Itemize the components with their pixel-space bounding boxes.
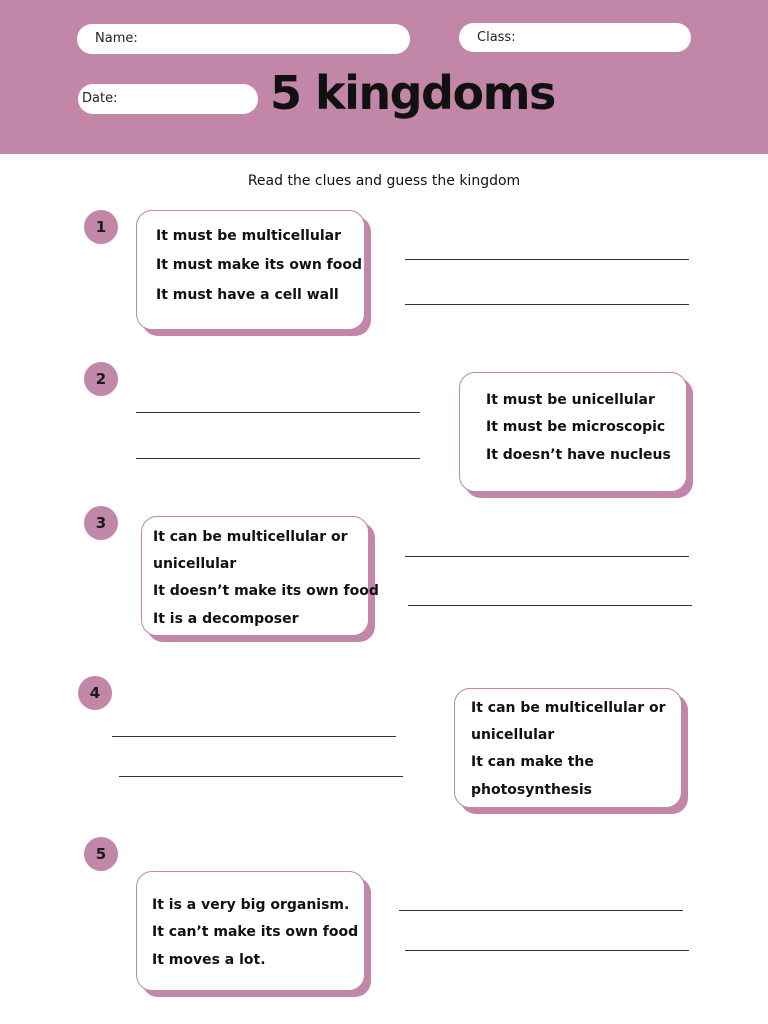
clue-3-4: It is a decomposer	[153, 611, 299, 627]
clue-2-2: It must be microscopic	[486, 419, 666, 435]
clue-5-2: It can’t make its own food	[152, 924, 359, 940]
clue-card-4	[454, 688, 682, 808]
answer-line-3b[interactable]	[408, 605, 692, 606]
clue-4-4: photosynthesis	[471, 782, 592, 798]
clue-2-1: It must be unicellular	[486, 392, 655, 408]
clue-3-2: unicellular	[153, 556, 237, 572]
clue-card-5	[136, 871, 365, 991]
answer-line-1a[interactable]	[405, 259, 689, 260]
clue-5-1: It is a very big organism.	[152, 897, 350, 913]
question-number-5: 5	[84, 837, 118, 871]
header-band	[0, 0, 768, 154]
answer-line-2b[interactable]	[136, 458, 420, 459]
answer-line-2a[interactable]	[136, 412, 420, 413]
question-number-3: 3	[84, 506, 118, 540]
instructions-text: Read the clues and guess the kingdom	[247, 173, 521, 189]
question-number-4: 4	[78, 676, 112, 710]
question-number-1: 1	[84, 210, 118, 244]
date-field[interactable]	[78, 84, 258, 114]
date-label: Date:	[82, 91, 118, 106]
clue-5-3: It moves a lot.	[152, 952, 266, 968]
clue-4-1: It can be multicellular or	[471, 700, 666, 716]
name-field[interactable]	[77, 24, 410, 54]
clue-3-1: It can be multicellular or	[153, 529, 348, 545]
clue-3-3: It doesn’t make its own food	[153, 583, 379, 599]
clue-4-2: unicellular	[471, 727, 555, 743]
answer-line-4b[interactable]	[119, 776, 403, 777]
answer-line-3a[interactable]	[405, 556, 689, 557]
answer-line-1b[interactable]	[405, 304, 689, 305]
clue-card-3	[141, 516, 379, 636]
clue-1-3: It must have a cell wall	[156, 287, 339, 303]
clue-2-3: It doesn’t have nucleus	[486, 447, 671, 463]
clue-1-1: It must be multicellular	[156, 228, 341, 244]
answer-line-5b[interactable]	[405, 950, 689, 951]
class-label: Class:	[477, 30, 516, 45]
page-title: 5 kingdoms	[270, 66, 555, 120]
clue-card-1	[136, 210, 365, 330]
answer-line-4a[interactable]	[112, 736, 396, 737]
name-label: Name:	[95, 31, 138, 46]
answer-line-5a[interactable]	[399, 910, 683, 911]
clue-1-2: It must make its own food	[156, 257, 363, 273]
clue-4-3: It can make the	[471, 754, 594, 770]
clue-card-2	[459, 372, 687, 492]
class-field[interactable]	[459, 23, 691, 52]
question-number-2: 2	[84, 362, 118, 396]
